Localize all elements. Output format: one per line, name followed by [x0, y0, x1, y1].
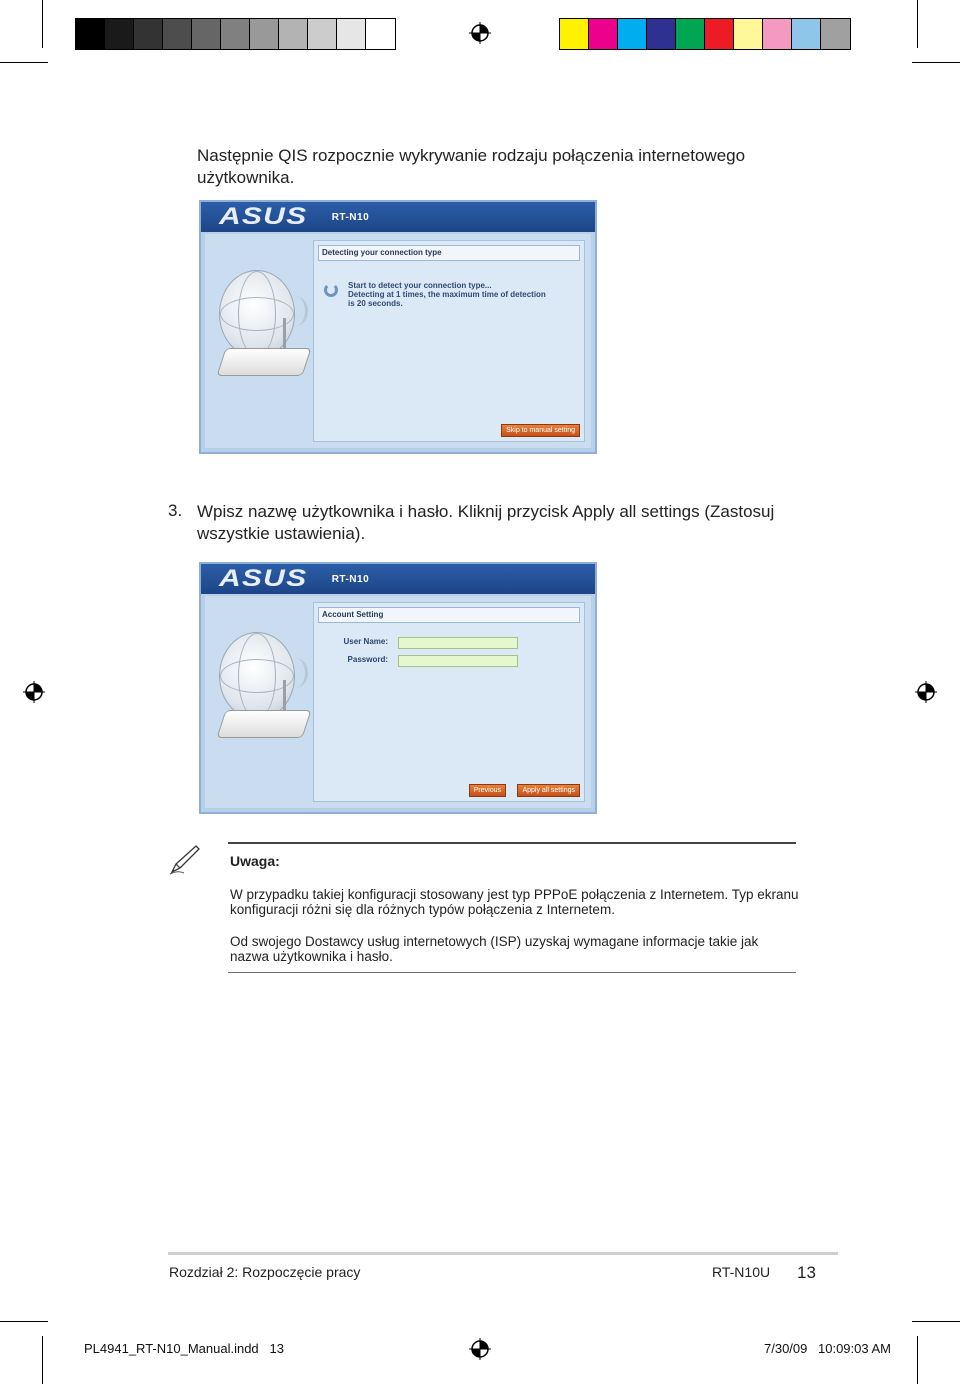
- pen-note-icon: [168, 842, 202, 876]
- registration-mark-icon: [915, 681, 937, 703]
- user-name-input[interactable]: [398, 637, 518, 649]
- color-swatch: [676, 19, 705, 49]
- crop-mark: [912, 1321, 960, 1322]
- wireless-waves-icon: [283, 296, 308, 326]
- router-illustration: [216, 348, 311, 376]
- color-swatch: [763, 19, 792, 49]
- color-swatch: [105, 19, 134, 49]
- antenna-icon: [283, 680, 286, 710]
- color-swatch: [734, 19, 763, 49]
- note-title: Uwaga:: [230, 853, 280, 869]
- crop-mark: [917, 0, 918, 48]
- crop-mark: [0, 62, 48, 63]
- loading-spinner-icon: [324, 283, 338, 297]
- color-swatch: [192, 19, 221, 49]
- footer-rule: [168, 1252, 838, 1255]
- note-paragraph: Od swojego Dostawcy usług internetowych (ISP) uzyskaj wymagane informacje takie jak nazwa użytkownika i hasło.: [230, 934, 759, 964]
- status-line: is 20 seconds.: [348, 299, 403, 308]
- panel-title: Account Setting: [318, 607, 580, 623]
- user-name-label: User Name:: [343, 637, 388, 646]
- asus-logo: ASUS: [219, 203, 308, 230]
- color-swatch: [792, 19, 821, 49]
- page-number: 13: [797, 1263, 816, 1282]
- detecting-connection-screenshot: [199, 200, 597, 454]
- wizard-panel: [313, 602, 585, 802]
- router-model: RT-N10: [331, 211, 370, 223]
- slug-filename: PL4941_RT-N10_Manual.indd 13: [84, 1341, 284, 1356]
- slug-time: 10:09:03 AM: [818, 1341, 891, 1356]
- color-swatch: [163, 19, 192, 49]
- color-swatch: [366, 19, 395, 49]
- registration-mark-icon: [469, 1338, 491, 1360]
- crop-mark: [0, 1321, 48, 1322]
- router-illustration: [216, 710, 311, 738]
- crop-mark: [42, 0, 43, 48]
- intro-paragraph: Następnie QIS rozpocznie wykrywanie rodzaju połączenia internetowego użytkownika.: [197, 146, 746, 187]
- status-line: Detecting at 1 times, the maximum time of detection: [348, 290, 546, 299]
- crop-mark: [912, 62, 960, 63]
- color-swatch: [279, 19, 308, 49]
- asus-logo: ASUS: [219, 565, 308, 592]
- footer-model: RT-N10U: [712, 1264, 771, 1280]
- router-model: RT-N10: [331, 573, 370, 585]
- registration-mark-icon: [469, 22, 491, 44]
- color-swatch: [76, 19, 105, 49]
- wizard-panel: [313, 240, 585, 442]
- color-swatch: [308, 19, 337, 49]
- skip-to-manual-setting-button[interactable]: Skip to manual setting: [501, 424, 580, 437]
- note-paragraph: W przypadku takiej konfiguracji stosowany jest typ PPPoE połączenia z Internetem. Typ ekranu konfiguracji różni się dla różnych typów połączenia z Internetem.: [230, 887, 799, 917]
- router-header: [201, 564, 595, 594]
- panel-title: Detecting your connection type: [318, 245, 580, 261]
- apply-all-settings-button[interactable]: Apply all settings: [517, 784, 580, 797]
- password-label: Password:: [347, 655, 388, 664]
- step-3-text: Wpisz nazwę użytkownika i hasło. Kliknij przycisk Apply all settings (Zastosuj wszystkie ustawienia).: [197, 502, 775, 543]
- color-swatch: [337, 19, 366, 49]
- note-bottom-rule: [228, 972, 796, 973]
- account-setting-screenshot: [199, 562, 597, 814]
- status-line: Start to detect your connection type...: [348, 281, 492, 290]
- color-swatch: [618, 19, 647, 49]
- wizard-body: [205, 234, 591, 448]
- previous-button[interactable]: Previous: [469, 784, 506, 797]
- process-color-bar: [559, 18, 851, 50]
- color-swatch: [821, 19, 850, 49]
- crop-mark: [917, 1336, 918, 1384]
- color-swatch: [560, 19, 589, 49]
- crop-mark: [42, 1336, 43, 1384]
- password-input[interactable]: [398, 655, 518, 667]
- antenna-icon: [283, 318, 286, 348]
- slug-date: 7/30/09: [764, 1341, 808, 1356]
- wireless-waves-icon: [283, 658, 308, 688]
- color-swatch: [705, 19, 734, 49]
- router-header: [201, 202, 595, 232]
- wizard-body: [205, 596, 591, 808]
- color-swatch: [589, 19, 618, 49]
- registration-mark-icon: [23, 681, 45, 703]
- color-swatch: [221, 19, 250, 49]
- note-top-rule: [228, 842, 796, 844]
- grayscale-color-bar: [75, 18, 396, 50]
- color-swatch: [647, 19, 676, 49]
- step-number: 3.: [168, 501, 183, 520]
- chapter-title: Rozdział 2: Rozpoczęcie pracy: [169, 1264, 361, 1280]
- color-swatch: [134, 19, 163, 49]
- color-swatch: [250, 19, 279, 49]
